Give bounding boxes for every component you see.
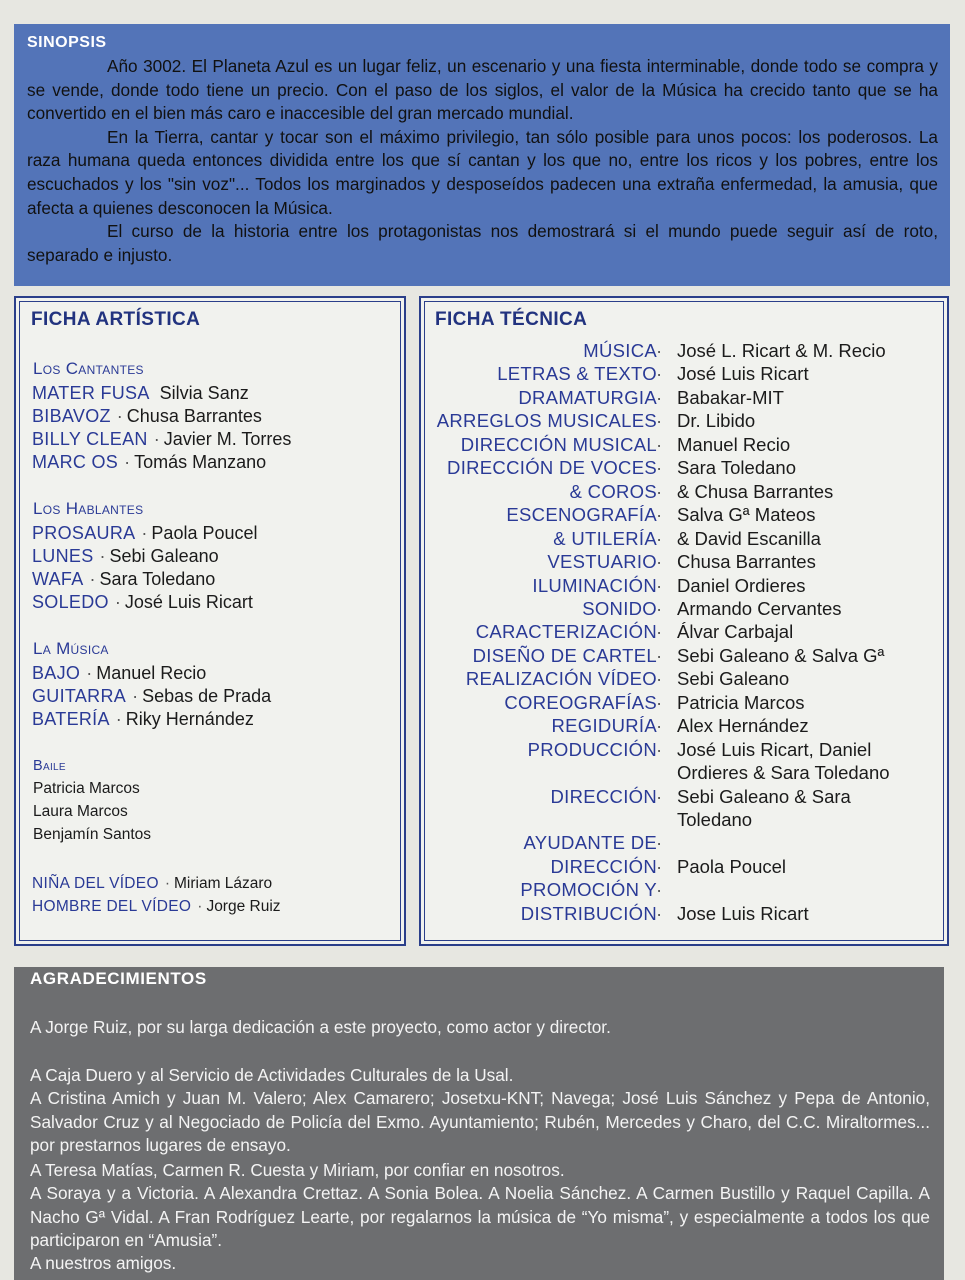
- tecnica-role: LETRAS & TEXTO: [497, 363, 657, 385]
- credit-person: Miriam Lázaro: [173, 875, 273, 892]
- tecnica-person: José Luis Ricart: [677, 363, 809, 385]
- tecnica-role: REGIDURÍA: [551, 715, 657, 737]
- credit-role: SOLEDO: [32, 592, 109, 612]
- tecnica-row: [421, 761, 947, 784]
- credit-person: Paola Poucel: [151, 523, 258, 543]
- tecnica-separator: ·: [656, 363, 663, 385]
- tecnica-separator: ·: [656, 621, 663, 643]
- credit-separator: ·: [197, 898, 203, 915]
- tecnica-separator: ·: [656, 340, 663, 361]
- credit-person: Chusa Barrantes: [126, 406, 262, 426]
- thanks-paragraph: A Soraya y a Victoria. A Alexandra Crettaz. A Sonia Bolea. A Noelia Sánchez. A Carmen Bustillo y Raquel Capilla. A Nacho Gª Vidal. A Fran Rodríguez Learte, por regalarnos la música de “Yo misma”, y especialmente a todos los que participaron en “Amusia”.: [30, 1183, 930, 1251]
- credit-person: Manuel Recio: [96, 663, 207, 683]
- thanks-paragraph: A Teresa Matías, Carmen R. Cuesta y Miriam, por confiar en nosotros.: [30, 1160, 565, 1180]
- ficha-artistica-box: [14, 296, 406, 946]
- tecnica-role: ARREGLOS MUSICALES: [436, 410, 657, 432]
- tecnica-row: [421, 574, 947, 597]
- tecnica-person: Álvar Carbajal: [677, 621, 794, 643]
- ficha-artistica-title: FICHA ARTÍSTICA: [31, 309, 201, 330]
- credit-separator: ·: [116, 406, 123, 426]
- dancer-name: Laura Marcos: [33, 803, 128, 820]
- tecnica-separator: ·: [656, 855, 663, 877]
- tecnica-person: Armando Cervantes: [677, 597, 842, 619]
- group-heading-baile: Baile: [33, 758, 66, 774]
- tecnica-person: José L. Ricart & M. Recio: [677, 340, 886, 361]
- credit-line: [32, 895, 281, 918]
- credit-line: [32, 708, 254, 731]
- credit-separator: ·: [86, 663, 93, 683]
- credit-separator: ·: [164, 875, 170, 892]
- tecnica-row: [421, 785, 947, 808]
- agradecimientos-title: AGRADECIMIENTOS: [30, 969, 207, 988]
- credit-line: [32, 685, 271, 708]
- tecnica-role: & COROS: [569, 480, 657, 502]
- tecnica-row: [421, 738, 947, 761]
- credit-separator: ·: [89, 569, 96, 589]
- tecnica-separator: ·: [656, 879, 663, 901]
- tecnica-person: Sara Toledano: [677, 457, 796, 479]
- credit-line: [32, 382, 249, 405]
- tecnica-role: SONIDO: [582, 597, 657, 619]
- tecnica-person: Patricia Marcos: [677, 691, 805, 713]
- credit-role: PROSAURA: [32, 523, 136, 543]
- tecnica-role: ILUMINACIÓN: [532, 574, 657, 596]
- tecnica-row: [421, 550, 947, 573]
- tecnica-role: DIRECCIÓN DE VOCES: [447, 457, 657, 479]
- tecnica-row: [421, 362, 947, 385]
- thanks-paragraph: A Cristina Amich y Juan M. Valero; Alex Camarero; Josetxu-KNT; Navega; José Luis Sánchez y Pepa de Antonio, Salvador Cruz y al Negociado de Policía del Exmo. Ayuntamiento; Rubén, Mercedes y Charo, del C.C. Miraltormes... por prestarnos lugares de ensayo.: [30, 1088, 930, 1156]
- tecnica-person: Dr. Libido: [677, 410, 756, 432]
- tecnica-person: Ordieres & Sara Toledano: [677, 762, 890, 784]
- credit-role: NIÑA DEL VÍDEO: [32, 875, 159, 892]
- tecnica-row: [421, 409, 947, 432]
- credit-separator: ·: [141, 523, 148, 543]
- tecnica-separator: ·: [656, 433, 663, 455]
- group-heading-hablantes: Los Hablantes: [33, 499, 144, 518]
- tecnica-separator: ·: [656, 574, 663, 596]
- tecnica-row: [421, 503, 947, 526]
- tecnica-person: Daniel Ordieres: [677, 574, 806, 596]
- credit-line: [32, 405, 262, 428]
- dancer-name: Patricia Marcos: [33, 780, 140, 797]
- thanks-paragraph: A Caja Duero y al Servicio de Actividades Culturales de la Usal.: [30, 1065, 514, 1085]
- credit-separator: ·: [124, 452, 131, 472]
- tecnica-row: [421, 644, 947, 667]
- tecnica-row: [421, 433, 947, 456]
- credit-role: GUITARRA: [32, 686, 127, 706]
- credit-person: Riky Hernández: [125, 709, 254, 729]
- credit-role: BIBAVOZ: [32, 406, 111, 426]
- tecnica-row: [421, 714, 947, 737]
- credit-separator: ·: [132, 686, 139, 706]
- credit-person: Silvia Sanz: [159, 383, 249, 403]
- credit-role: HOMBRE DEL VÍDEO: [32, 898, 192, 915]
- tecnica-person: Babakar-MIT: [677, 386, 784, 408]
- tecnica-row: [421, 597, 947, 620]
- sinopsis-section: [14, 24, 950, 286]
- credit-separator: ·: [115, 709, 122, 729]
- tecnica-person: Toledano: [677, 809, 753, 830]
- thanks-paragraph: A nuestros amigos.: [30, 1253, 177, 1273]
- credit-person: Javier M. Torres: [163, 429, 292, 449]
- tecnica-row: [421, 808, 947, 831]
- tecnica-role: DISTRIBUCIÓN: [520, 902, 657, 924]
- tecnica-role: AYUDANTE DE: [523, 832, 657, 854]
- tecnica-row: [421, 667, 947, 690]
- tecnica-row: [421, 527, 947, 550]
- tecnica-row: [421, 620, 947, 643]
- credit-line: [32, 662, 206, 685]
- credit-separator: ·: [153, 429, 160, 449]
- tecnica-separator: ·: [656, 668, 663, 690]
- sinopsis-paragraph-1: Año 3002. El Planeta Azul es un lugar feliz, un escenario y una fiesta interminable, donde todo se compra y se vende, donde todo tiene un precio. Con el paso de los siglos, el valor de la Música ha crecido tanto que se ha convertido en el bien más caro e inaccesible del gran mercado mundial.: [27, 56, 938, 124]
- credit-line: [32, 545, 219, 568]
- tecnica-row: [421, 902, 947, 925]
- tecnica-separator: ·: [656, 410, 663, 432]
- tecnica-separator: ·: [656, 527, 663, 549]
- tecnica-separator: ·: [656, 504, 663, 526]
- tecnica-separator: ·: [656, 691, 663, 713]
- tecnica-person: Paola Poucel: [677, 855, 787, 877]
- tecnica-role: & UTILERÍA: [553, 527, 657, 549]
- credit-role: LUNES: [32, 546, 94, 566]
- tecnica-role: PROMOCIÓN Y: [520, 879, 657, 901]
- credit-separator: ·: [99, 546, 106, 566]
- tecnica-role: DIRECCIÓN: [550, 785, 657, 807]
- credit-line: [32, 522, 258, 545]
- credit-person: Sebas de Prada: [142, 686, 272, 706]
- tecnica-person: Alex Hernández: [677, 715, 809, 737]
- tecnica-row: [421, 386, 947, 409]
- tecnica-row: [421, 831, 947, 854]
- credit-line: [32, 591, 253, 614]
- tecnica-person: Sebi Galeano & Sara: [677, 785, 851, 807]
- agradecimientos-section: [14, 967, 944, 1280]
- tecnica-person: Jose Luis Ricart: [677, 902, 809, 924]
- tecnica-person: Manuel Recio: [677, 433, 791, 455]
- tecnica-person: & Chusa Barrantes: [677, 480, 834, 502]
- tecnica-role: DRAMATURGIA: [518, 386, 657, 408]
- credit-role: MATER FUSA: [32, 383, 150, 403]
- tecnica-person: Sebi Galeano & Salva Gª: [677, 644, 885, 666]
- credit-separator: [150, 383, 160, 403]
- tecnica-separator: ·: [656, 386, 663, 408]
- credit-line: [32, 872, 272, 895]
- tecnica-role: MÚSICA: [583, 340, 657, 361]
- sinopsis-paragraph-3: El curso de la historia entre los protagonistas nos demostrará si el mundo puede seguir así de roto, separado e injusto.: [27, 221, 938, 265]
- credit-person: José Luis Ricart: [124, 592, 253, 612]
- tecnica-role: REALIZACIÓN VÍDEO: [465, 668, 657, 690]
- tecnica-row: [421, 456, 947, 479]
- dancer-name: Benjamín Santos: [33, 826, 152, 843]
- credit-person: Jorge Ruiz: [206, 898, 281, 915]
- tecnica-role: PRODUCCIÓN: [527, 738, 657, 760]
- tecnica-role: VESTUARIO: [547, 551, 657, 573]
- tecnica-row: [421, 855, 947, 878]
- tecnica-separator: ·: [656, 832, 663, 854]
- tecnica-row: [421, 480, 947, 503]
- credit-line: [32, 428, 291, 451]
- credit-person: Sara Toledano: [99, 569, 216, 589]
- credit-role: BATERÍA: [32, 709, 110, 729]
- credit-line: [32, 568, 215, 591]
- tecnica-role: DIRECCIÓN MUSICAL: [460, 433, 657, 455]
- thanks-paragraph: A Jorge Ruiz, por su larga dedicación a este proyecto, como actor y director.: [30, 1017, 611, 1037]
- tecnica-person: Chusa Barrantes: [677, 551, 816, 573]
- tecnica-separator: ·: [656, 457, 663, 479]
- credit-separator: ·: [114, 592, 121, 612]
- credit-role: BILLY CLEAN: [32, 429, 148, 449]
- tecnica-separator: ·: [656, 785, 663, 807]
- sinopsis-title: SINOPSIS: [27, 34, 107, 51]
- group-heading-cantantes: Los Cantantes: [33, 359, 144, 378]
- tecnica-person: Salva Gª Mateos: [677, 504, 816, 526]
- tecnica-separator: ·: [656, 551, 663, 573]
- group-heading-musica: La Música: [33, 639, 109, 658]
- tecnica-row: [421, 691, 947, 714]
- tecnica-person: Sebi Galeano: [677, 668, 790, 690]
- credit-role: BAJO: [32, 663, 81, 683]
- ficha-tecnica-title: FICHA TÉCNICA: [435, 309, 588, 330]
- tecnica-role: DIRECCIÓN: [550, 855, 657, 877]
- sinopsis-paragraph-2: En la Tierra, cantar y tocar son el máximo privilegio, tan sólo posible para unos pocos: los poderosos. La raza humana queda entonces dividida entre los que sí cantan y los que no, entre los ricos y los pobres, entre los escuchados y los "sin voz"... Todos los marginados y desposeídos padecen una extraña enfermedad, la amusia, que afecta a quienes desconocen la Música.: [27, 126, 938, 218]
- credit-person: Sebi Galeano: [109, 546, 219, 566]
- ficha-tecnica-box: [419, 296, 949, 946]
- tecnica-person: & David Escanilla: [677, 527, 821, 549]
- tecnica-person: José Luis Ricart, Daniel: [677, 738, 872, 760]
- tecnica-separator: ·: [656, 644, 663, 666]
- tecnica-role: DISEÑO DE CARTEL: [472, 644, 657, 666]
- credit-role: WAFA: [32, 569, 84, 589]
- credit-line: [32, 451, 266, 474]
- tecnica-role: ESCENOGRAFÍA: [506, 504, 657, 526]
- credit-person: Tomás Manzano: [134, 452, 267, 472]
- tecnica-role: CARACTERIZACIÓN: [475, 621, 657, 643]
- tecnica-row: [421, 878, 947, 901]
- tecnica-separator: ·: [656, 715, 663, 737]
- credit-role: MARC OS: [32, 452, 119, 472]
- tecnica-separator: ·: [656, 480, 663, 502]
- tecnica-separator: ·: [656, 597, 663, 619]
- tecnica-separator: ·: [656, 738, 663, 760]
- tecnica-role: COREOGRAFÍAS: [504, 691, 657, 713]
- tecnica-separator: ·: [656, 902, 663, 924]
- tecnica-row: [421, 339, 947, 362]
